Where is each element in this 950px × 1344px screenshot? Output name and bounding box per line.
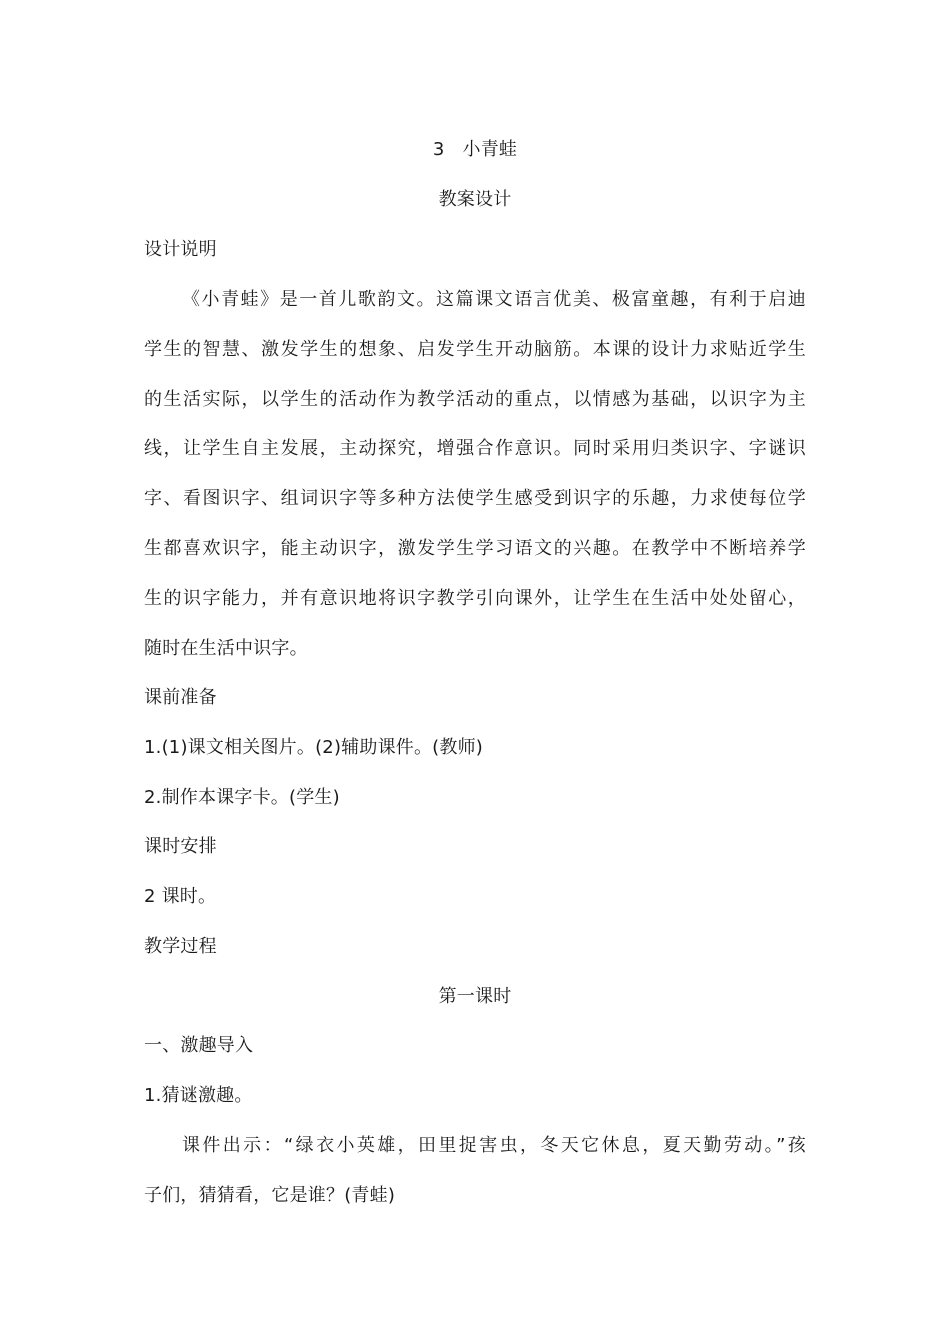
design-note-line-3: 的生活实际，以学生的活动作为教学活动的重点，以情感为基础，以识字为主 bbox=[144, 389, 806, 410]
prep-item-2: 2.制作本课字卡。(学生) bbox=[144, 787, 340, 808]
period-title: 第一课时 bbox=[438, 986, 512, 1007]
design-note-line-8: 随时在生活中识字。 bbox=[144, 638, 308, 659]
step1-body-line-2: 子们，猜猜看，它是谁？(青蛙) bbox=[144, 1185, 396, 1206]
schedule-text: 2 课时。 bbox=[144, 886, 217, 907]
design-note-heading: 设计说明 bbox=[144, 239, 217, 260]
design-note-line-1: 《小青蛙》是一首儿歌韵文。这篇课文语言优美、极富童趣，有利于启迪 bbox=[182, 289, 806, 310]
lesson-number: 3 bbox=[432, 139, 445, 160]
lesson-title-text: 小青蛙 bbox=[462, 139, 518, 160]
prep-item-1: 1.(1)课文相关图片。(2)辅助课件。(教师) bbox=[144, 737, 484, 758]
design-note-line-7: 生的识字能力，并有意识地将识字教学引向课外，让学生在生活中处处留心， bbox=[144, 588, 806, 609]
step1-heading: 一、激趣导入 bbox=[144, 1035, 254, 1056]
prep-heading: 课前准备 bbox=[144, 687, 217, 708]
design-note-line-2: 学生的智慧、激发学生的想象、启发学生开动脑筋。本课的设计力求贴近学生 bbox=[144, 339, 806, 360]
design-note-line-4: 线，让学生自主发展，主动探究，增强合作意识。同时采用归类识字、字谜识 bbox=[144, 438, 806, 459]
process-heading: 教学过程 bbox=[144, 936, 217, 957]
step1-body-line-1: 课件出示：“绿衣小英雄，田里捉害虫，冬天它休息，夏天勤劳动。”孩 bbox=[182, 1135, 806, 1156]
document-subtitle: 教案设计 bbox=[438, 189, 512, 210]
step1-item: 1.猜谜激趣。 bbox=[144, 1085, 253, 1106]
lesson-title bbox=[144, 138, 806, 162]
design-note-line-5: 字、看图识字、组词识字等多种方法使学生感受到识字的乐趣，力求使每位学 bbox=[144, 488, 806, 509]
schedule-heading: 课时安排 bbox=[144, 836, 217, 857]
design-note-line-6: 生都喜欢识字，能主动识字，激发学生学习语文的兴趣。在教学中不断培养学 bbox=[144, 538, 806, 559]
